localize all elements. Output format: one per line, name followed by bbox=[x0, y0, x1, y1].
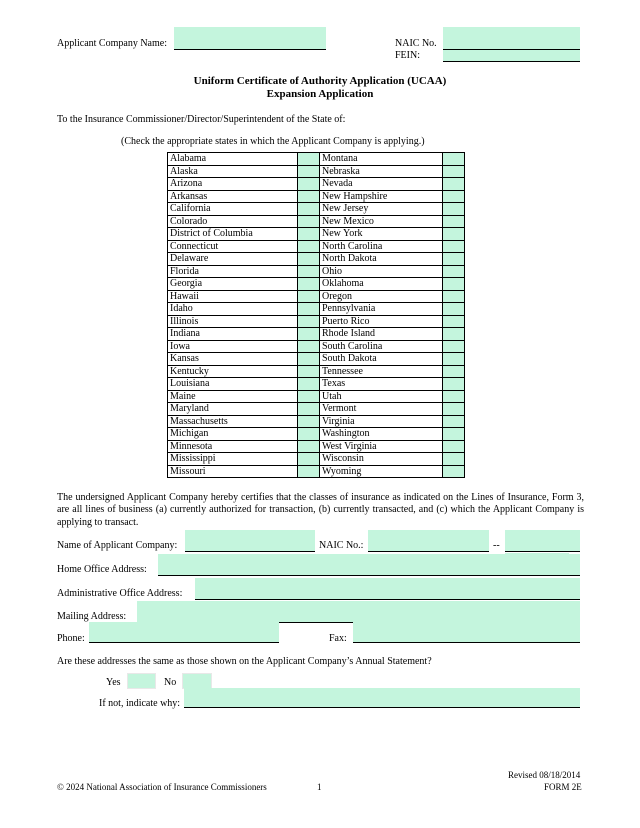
fax-field[interactable] bbox=[353, 622, 580, 643]
state-checkbox[interactable] bbox=[298, 278, 320, 291]
state-checkbox[interactable] bbox=[443, 203, 465, 216]
state-checkbox[interactable] bbox=[443, 340, 465, 353]
state-checkbox[interactable] bbox=[298, 403, 320, 416]
state-name: Nevada bbox=[320, 178, 443, 191]
state-name: Colorado bbox=[168, 215, 298, 228]
if-not-field[interactable] bbox=[184, 688, 580, 708]
state-name: South Carolina bbox=[320, 340, 443, 353]
state-checkbox[interactable] bbox=[443, 428, 465, 441]
state-row bbox=[168, 178, 465, 191]
state-name: Missouri bbox=[168, 465, 298, 478]
state-row bbox=[168, 440, 465, 453]
state-checkbox[interactable] bbox=[443, 465, 465, 478]
state-name: Puerto Rico bbox=[320, 315, 443, 328]
state-row bbox=[168, 403, 465, 416]
state-checkbox[interactable] bbox=[443, 403, 465, 416]
state-checkbox[interactable] bbox=[443, 153, 465, 166]
state-name: Michigan bbox=[168, 428, 298, 441]
state-name: Montana bbox=[320, 153, 443, 166]
admin-office-label: Administrative Office Address: bbox=[57, 588, 183, 599]
group-code-field[interactable] bbox=[505, 530, 580, 552]
state-name: Florida bbox=[168, 265, 298, 278]
state-checkbox[interactable] bbox=[298, 228, 320, 241]
state-row bbox=[168, 365, 465, 378]
no-label: No bbox=[164, 677, 177, 688]
state-name: Minnesota bbox=[168, 440, 298, 453]
state-checkbox[interactable] bbox=[298, 265, 320, 278]
state-checkbox[interactable] bbox=[298, 378, 320, 391]
state-checkbox[interactable] bbox=[443, 378, 465, 391]
to-commissioner-line: To the Insurance Commissioner/Director/Superintendent of the State of: bbox=[57, 114, 346, 125]
state-name: Mississippi bbox=[168, 453, 298, 466]
state-checkbox[interactable] bbox=[443, 178, 465, 191]
state-name: Ohio bbox=[320, 265, 443, 278]
applicant-company-label: Applicant Company Name: bbox=[57, 38, 167, 49]
state-name: Wyoming bbox=[320, 465, 443, 478]
state-checkbox[interactable] bbox=[298, 303, 320, 316]
mailing-field[interactable] bbox=[137, 601, 580, 623]
home-office-field[interactable] bbox=[158, 554, 580, 576]
state-row bbox=[168, 328, 465, 341]
state-name: Vermont bbox=[320, 403, 443, 416]
state-name: Texas bbox=[320, 378, 443, 391]
state-name: Kansas bbox=[168, 353, 298, 366]
state-name: Illinois bbox=[168, 315, 298, 328]
state-row bbox=[168, 353, 465, 366]
state-checkbox[interactable] bbox=[298, 328, 320, 341]
state-name: New York bbox=[320, 228, 443, 241]
state-name: Connecticut bbox=[168, 240, 298, 253]
state-name: North Carolina bbox=[320, 240, 443, 253]
naic-no-label: NAIC No.: bbox=[319, 540, 364, 551]
home-office-label: Home Office Address: bbox=[57, 564, 147, 575]
state-checkbox[interactable] bbox=[298, 465, 320, 478]
state-checkbox[interactable] bbox=[443, 303, 465, 316]
state-row bbox=[168, 228, 465, 241]
applicant-company-field[interactable] bbox=[174, 27, 326, 50]
state-row bbox=[168, 465, 465, 478]
state-checkbox[interactable] bbox=[298, 253, 320, 266]
state-checkbox[interactable] bbox=[443, 290, 465, 303]
check-instruction: (Check the appropriate states in which the Applicant Company is applying.) bbox=[121, 136, 425, 147]
state-checkbox[interactable] bbox=[298, 440, 320, 453]
state-checkbox[interactable] bbox=[443, 278, 465, 291]
state-name: Rhode Island bbox=[320, 328, 443, 341]
state-checkbox[interactable] bbox=[443, 365, 465, 378]
state-checkbox[interactable] bbox=[443, 315, 465, 328]
state-row bbox=[168, 378, 465, 391]
state-checkbox[interactable] bbox=[443, 253, 465, 266]
state-name: Oregon bbox=[320, 290, 443, 303]
state-row bbox=[168, 165, 465, 178]
state-name: Pennsylvania bbox=[320, 303, 443, 316]
state-row bbox=[168, 203, 465, 216]
state-checkbox[interactable] bbox=[298, 428, 320, 441]
state-checkbox[interactable] bbox=[298, 153, 320, 166]
state-row bbox=[168, 340, 465, 353]
state-name: Louisiana bbox=[168, 378, 298, 391]
state-name: Arkansas bbox=[168, 190, 298, 203]
state-checkbox[interactable] bbox=[443, 415, 465, 428]
state-checkbox[interactable] bbox=[298, 353, 320, 366]
naic-field[interactable] bbox=[443, 27, 580, 50]
state-row bbox=[168, 290, 465, 303]
state-row bbox=[168, 265, 465, 278]
fein-label: FEIN: bbox=[395, 50, 420, 61]
state-checkbox[interactable] bbox=[443, 165, 465, 178]
yes-label: Yes bbox=[106, 677, 121, 688]
states-table bbox=[167, 152, 465, 478]
state-name: Washington bbox=[320, 428, 443, 441]
state-name: New Jersey bbox=[320, 203, 443, 216]
state-row bbox=[168, 253, 465, 266]
state-row bbox=[168, 415, 465, 428]
state-checkbox[interactable] bbox=[443, 190, 465, 203]
state-name: Indiana bbox=[168, 328, 298, 341]
state-name: New Hampshire bbox=[320, 190, 443, 203]
state-checkbox[interactable] bbox=[443, 453, 465, 466]
state-checkbox[interactable] bbox=[443, 440, 465, 453]
state-name: Tennessee bbox=[320, 365, 443, 378]
phone-label: Phone: bbox=[57, 633, 85, 644]
state-checkbox[interactable] bbox=[298, 165, 320, 178]
state-name: Maine bbox=[168, 390, 298, 403]
state-row bbox=[168, 215, 465, 228]
copyright: © 2024 National Association of Insurance Commissioners bbox=[57, 782, 267, 792]
state-name: South Dakota bbox=[320, 353, 443, 366]
state-name: New Mexico bbox=[320, 215, 443, 228]
state-name: Oklahoma bbox=[320, 278, 443, 291]
form-title: Uniform Certificate of Authority Application (UCAA) bbox=[193, 75, 447, 87]
name-label: Name of Applicant Company: bbox=[57, 540, 178, 551]
state-row bbox=[168, 153, 465, 166]
form-subtitle: Expansion Application bbox=[266, 88, 374, 100]
state-checkbox[interactable] bbox=[298, 290, 320, 303]
state-checkbox[interactable] bbox=[443, 265, 465, 278]
state-name: California bbox=[168, 203, 298, 216]
state-checkbox[interactable] bbox=[298, 178, 320, 191]
state-checkbox[interactable] bbox=[298, 390, 320, 403]
state-row bbox=[168, 315, 465, 328]
state-checkbox[interactable] bbox=[443, 240, 465, 253]
state-checkbox[interactable] bbox=[298, 315, 320, 328]
state-name: Massachusetts bbox=[168, 415, 298, 428]
state-checkbox[interactable] bbox=[298, 190, 320, 203]
state-name: Alabama bbox=[168, 153, 298, 166]
state-name: Kentucky bbox=[168, 365, 298, 378]
state-row bbox=[168, 240, 465, 253]
state-row bbox=[168, 190, 465, 203]
page-number: 1 bbox=[317, 782, 322, 792]
state-name: Iowa bbox=[168, 340, 298, 353]
revised-date: Revised 08/18/2014 bbox=[508, 770, 581, 780]
state-name: West Virginia bbox=[320, 440, 443, 453]
state-name: Idaho bbox=[168, 303, 298, 316]
state-name: Utah bbox=[320, 390, 443, 403]
state-checkbox[interactable] bbox=[298, 215, 320, 228]
fein-field[interactable] bbox=[443, 50, 580, 62]
state-row bbox=[168, 278, 465, 291]
state-checkbox[interactable] bbox=[298, 340, 320, 353]
state-name: Arizona bbox=[168, 178, 298, 191]
form-id: FORM 2E bbox=[544, 782, 582, 792]
state-checkbox[interactable] bbox=[298, 365, 320, 378]
state-name: Maryland bbox=[168, 403, 298, 416]
if-not-label: If not, indicate why: bbox=[99, 698, 181, 709]
state-name: District of Columbia bbox=[168, 228, 298, 241]
no-checkbox[interactable] bbox=[182, 673, 212, 689]
dash-separator: -- bbox=[493, 540, 500, 551]
fax-label: Fax: bbox=[329, 633, 347, 644]
state-checkbox[interactable] bbox=[443, 390, 465, 403]
naic-no-field[interactable] bbox=[368, 530, 489, 552]
state-name: Wisconsin bbox=[320, 453, 443, 466]
state-name: Alaska bbox=[168, 165, 298, 178]
state-checkbox[interactable] bbox=[443, 353, 465, 366]
certification-text: The undersigned Applicant Company hereby certifies that the classes of insurance as indicated on the Lines of Insurance, Form 3, are all lines of business (a) currently authorized for transaction, (b) currently transacted, and (c) which the Applicant Company is applying to transact. bbox=[57, 492, 584, 528]
state-checkbox[interactable] bbox=[443, 328, 465, 341]
state-checkbox[interactable] bbox=[443, 215, 465, 228]
state-checkbox[interactable] bbox=[298, 240, 320, 253]
state-checkbox[interactable] bbox=[298, 415, 320, 428]
state-name: Nebraska bbox=[320, 165, 443, 178]
admin-office-field[interactable] bbox=[195, 578, 580, 600]
phone-field[interactable] bbox=[89, 622, 279, 643]
state-name: Georgia bbox=[168, 278, 298, 291]
state-name: Virginia bbox=[320, 415, 443, 428]
state-row bbox=[168, 390, 465, 403]
company-name-field[interactable] bbox=[185, 530, 315, 552]
state-checkbox[interactable] bbox=[298, 203, 320, 216]
state-name: Delaware bbox=[168, 253, 298, 266]
naic-label: NAIC No. bbox=[395, 38, 437, 49]
state-row bbox=[168, 453, 465, 466]
state-row bbox=[168, 303, 465, 316]
state-checkbox[interactable] bbox=[443, 228, 465, 241]
mailing-label: Mailing Address: bbox=[57, 611, 127, 622]
state-name: Hawaii bbox=[168, 290, 298, 303]
state-checkbox[interactable] bbox=[298, 453, 320, 466]
yes-checkbox[interactable] bbox=[127, 673, 156, 689]
same-address-question: Are these addresses the same as those shown on the Applicant Company’s Annual Statement? bbox=[57, 656, 432, 667]
state-row bbox=[168, 428, 465, 441]
state-name: North Dakota bbox=[320, 253, 443, 266]
